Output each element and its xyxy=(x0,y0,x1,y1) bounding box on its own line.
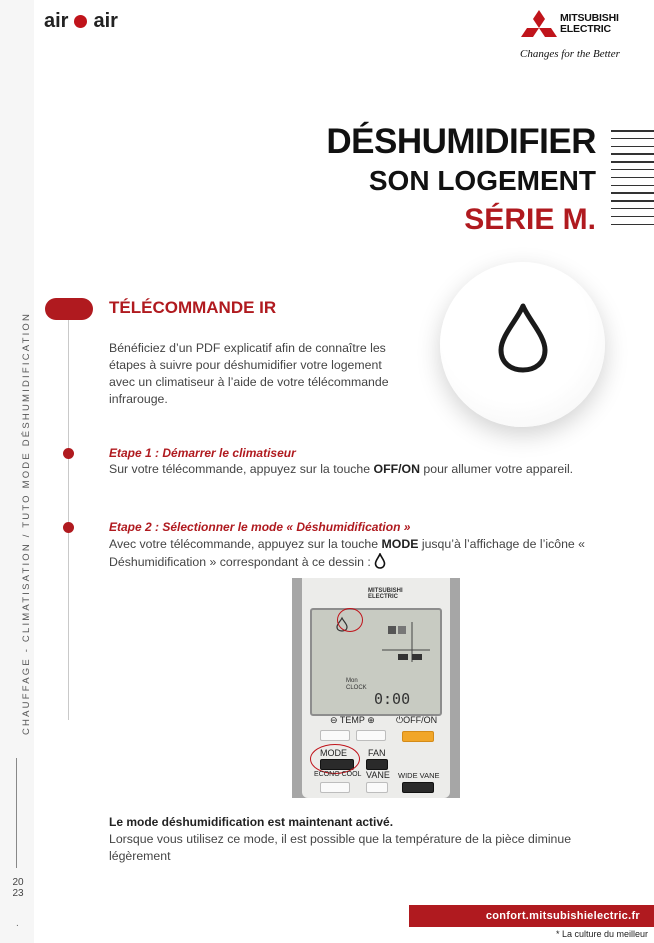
step1-text-b: pour allumer votre appareil. xyxy=(419,462,574,476)
mode-highlight-ring xyxy=(310,744,360,774)
remote-photo xyxy=(292,578,460,798)
lcd-time: 0:00 xyxy=(374,690,411,708)
result-heading: Le mode déshumidification est maintenant activé. xyxy=(109,815,394,829)
step2-heading: Etape 2 : Sélectionner le mode « Déshumidification » xyxy=(109,520,411,534)
air-air-logo xyxy=(44,10,118,33)
fan-button[interactable] xyxy=(366,759,388,770)
sidebar-divider xyxy=(16,758,17,868)
step2-text-a: Avec votre télécommande, appuyez sur la touche xyxy=(109,537,382,551)
temp-up-button[interactable] xyxy=(356,730,386,741)
vane-label: VANE xyxy=(366,770,390,780)
intro-text: Bénéficiez d’un PDF explicatif afin de connaître les étapes à suivre pour déshumidifier votre logement avec un climatiseur à l’aide de votre télécommande infrarouge. xyxy=(109,341,389,406)
step1-bullet xyxy=(63,448,74,459)
mitsubishi-wordmark xyxy=(560,13,619,35)
offon-label: ⏻OFF/ON xyxy=(396,715,438,725)
econo-label: ECONO COOL xyxy=(314,771,362,778)
step1-key: OFF/ON xyxy=(373,462,420,476)
result-body: Lorsque vous utilisez ce mode, il est possible que la température de la pièce diminue légèrement xyxy=(109,832,572,863)
footnote: * La culture du meilleur xyxy=(555,929,648,939)
logo-red-dot xyxy=(74,15,87,28)
year-label xyxy=(9,877,27,899)
mitsubishi-logo xyxy=(520,10,640,64)
wide-vane-label: WIDE VANE xyxy=(398,771,440,780)
wordmark-line2: ELECTRIC xyxy=(560,23,611,35)
three-diamonds-icon xyxy=(520,10,558,46)
vane-button[interactable] xyxy=(366,782,388,793)
remote-lcd xyxy=(310,608,442,716)
year-bottom: 23 xyxy=(12,888,24,899)
logo-air-right: air xyxy=(93,10,118,32)
lcd-segments-icon xyxy=(312,610,440,670)
econo-cool-button[interactable] xyxy=(320,782,350,793)
section-heading: TÉLÉCOMMANDE IR xyxy=(109,298,277,317)
drop-badge xyxy=(440,262,605,427)
inline-drop-icon xyxy=(374,553,386,569)
offon-text: OFF/ON xyxy=(403,715,438,725)
timeline-line xyxy=(68,320,69,720)
water-drop-icon xyxy=(495,302,551,374)
temp-text: TEMP xyxy=(339,715,365,725)
title-line3: SÉRIE M. xyxy=(464,203,596,236)
step2-text-b: jusqu’à l’affichage de l’icône « Déshumidification » correspondant à ce dessin : xyxy=(109,537,586,569)
section-pill xyxy=(45,298,93,320)
temp-down-button[interactable] xyxy=(320,730,350,741)
title-line1: DÉSHUMIDIFIER xyxy=(326,122,596,161)
lcd-mon: Mon xyxy=(346,678,358,684)
wide-vane-button[interactable] xyxy=(402,782,434,793)
footer-url-link[interactable]: confort.mitsubishielectric.fr xyxy=(409,905,654,927)
step1-text-a: Sur votre télécommande, appuyez sur la touche xyxy=(109,462,374,476)
remote-brand xyxy=(368,588,403,600)
step2-bullet xyxy=(63,522,74,533)
remote-brand-line1: MITSUBISHI xyxy=(368,588,403,594)
off-on-button[interactable] xyxy=(402,731,434,742)
year-top: 20 xyxy=(12,877,24,888)
vertical-section-label: CHAUFFAGE - CLIMATISATION / TUTO MODE DÉSHUMIDIFICATION xyxy=(21,311,32,735)
title-line2: SON LOGEMENT xyxy=(368,165,596,196)
temp-label: ⊖ TEMP ⊕ xyxy=(330,715,375,725)
mode-label: MODE xyxy=(320,748,347,758)
fan-label: FAN xyxy=(368,748,386,758)
step1-body xyxy=(109,461,619,478)
page-title xyxy=(326,122,596,240)
title-stripes xyxy=(611,130,654,231)
lcd-clock: CLOCK xyxy=(346,685,367,691)
logo-air-left: air xyxy=(44,10,69,32)
step2-body xyxy=(109,536,619,571)
lcd-day xyxy=(346,678,367,692)
drop-highlight-ring xyxy=(337,608,363,632)
brand-tagline: Changes for the Better xyxy=(520,48,620,60)
remote-brand-line2: ELECTRIC xyxy=(368,594,398,600)
step1-heading: Etape 1 : Démarrer le climatiseur xyxy=(109,446,296,460)
year-dot: . xyxy=(16,918,19,929)
wordmark-line1: MITSUBISHI xyxy=(560,12,619,24)
step2-key: MODE xyxy=(381,537,419,551)
